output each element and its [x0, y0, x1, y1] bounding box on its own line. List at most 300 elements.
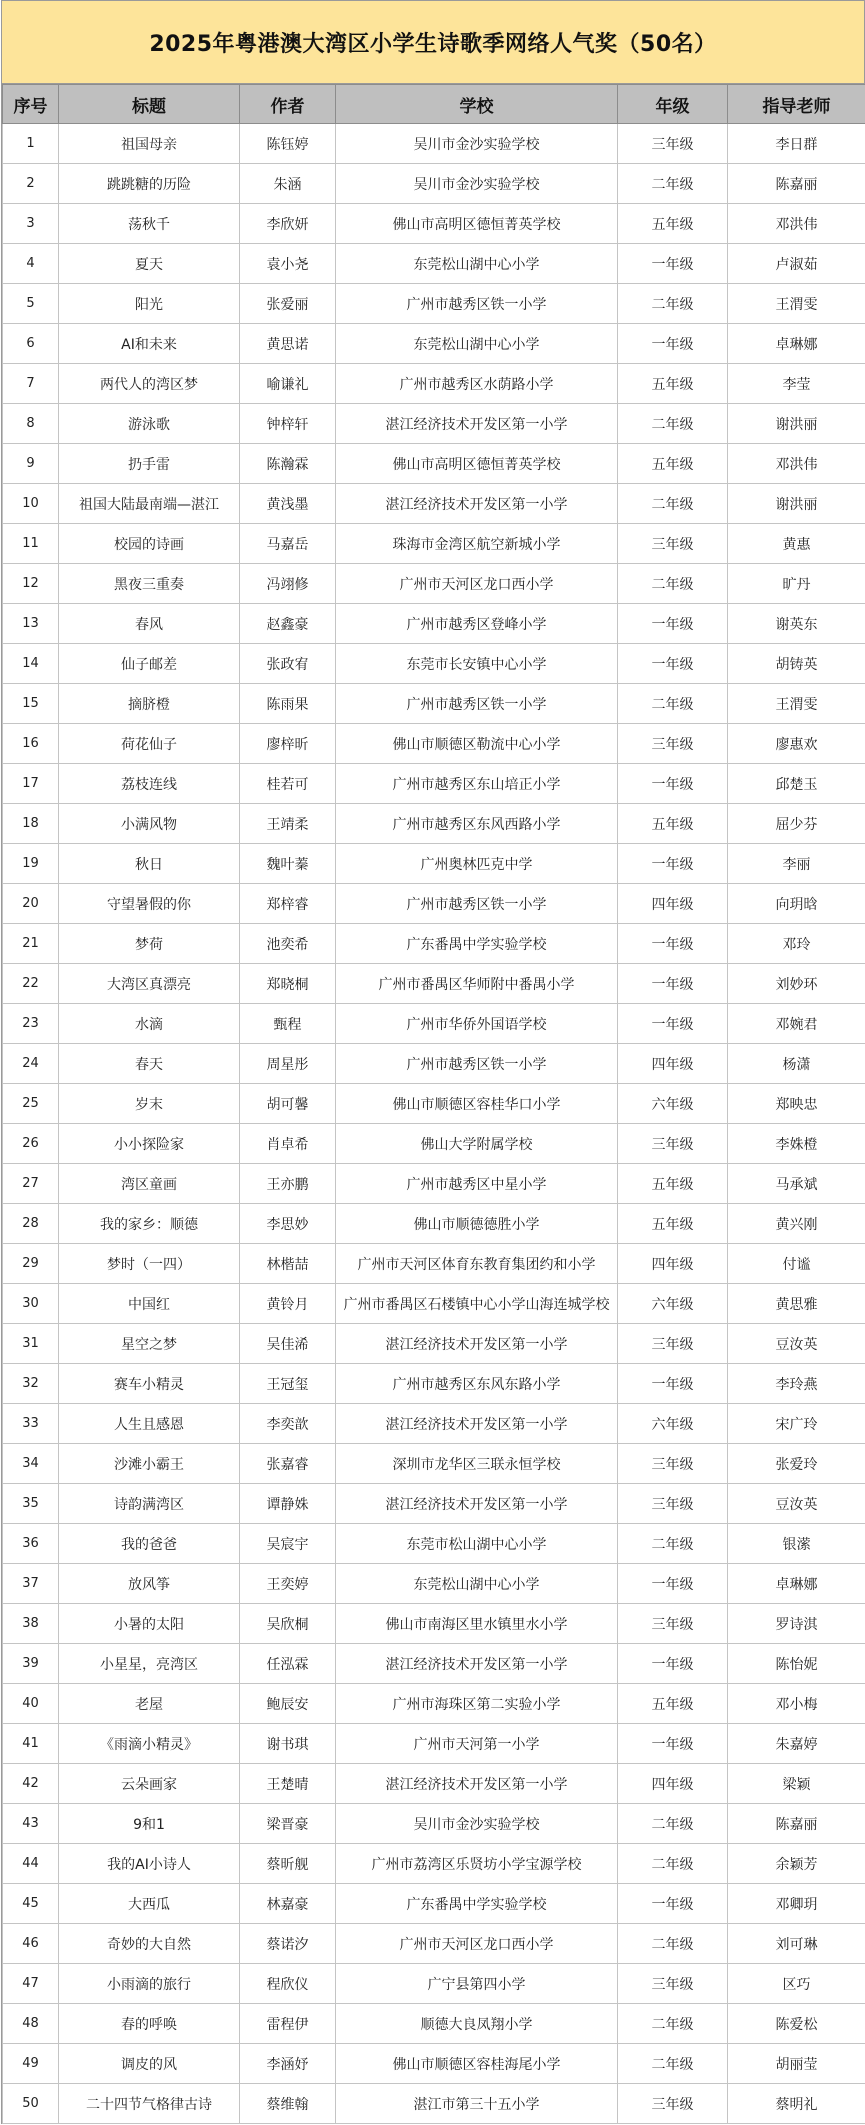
table-row — [3, 1564, 865, 1604]
cell-teacher: 谢英东 — [728, 604, 865, 644]
cell-school: 广州市越秀区东风东路小学 — [336, 1364, 618, 1404]
cell-teacher: 卓琳娜 — [728, 324, 865, 364]
cell-school: 佛山市高明区德恒菁英学校 — [336, 444, 618, 484]
cell-author: 吴宸宇 — [240, 1524, 336, 1564]
cell-grade: 一年级 — [618, 244, 728, 284]
cell-author: 胡可馨 — [240, 1084, 336, 1124]
table-row — [3, 884, 865, 924]
cell-grade: 五年级 — [618, 1684, 728, 1724]
cell-no: 40 — [3, 1684, 59, 1724]
cell-teacher: 邱楚玉 — [728, 764, 865, 804]
cell-no: 25 — [3, 1084, 59, 1124]
cell-no: 36 — [3, 1524, 59, 1564]
table-row — [3, 1164, 865, 1204]
cell-teacher: 邓小梅 — [728, 1684, 865, 1724]
cell-no: 10 — [3, 484, 59, 524]
cell-no: 50 — [3, 2084, 59, 2124]
cell-no: 47 — [3, 1964, 59, 2004]
cell-school: 湛江市第三十五小学 — [336, 2084, 618, 2124]
cell-teacher: 张爱玲 — [728, 1444, 865, 1484]
cell-teacher: 杨潇 — [728, 1044, 865, 1084]
cell-author: 王楚晴 — [240, 1764, 336, 1804]
cell-grade: 三年级 — [618, 2084, 728, 2124]
cell-no: 48 — [3, 2004, 59, 2044]
cell-school: 广州市天河第一小学 — [336, 1724, 618, 1764]
cell-teacher: 胡丽莹 — [728, 2044, 865, 2084]
cell-no: 22 — [3, 964, 59, 1004]
cell-grade: 四年级 — [618, 1044, 728, 1084]
cell-school: 广州市荔湾区乐贤坊小学宝源学校 — [336, 1844, 618, 1884]
table-row — [3, 604, 865, 644]
cell-school: 湛江经济技术开发区第一小学 — [336, 404, 618, 444]
cell-school: 珠海市金湾区航空新城小学 — [336, 524, 618, 564]
cell-no: 41 — [3, 1724, 59, 1764]
table-row — [3, 1004, 865, 1044]
cell-author: 赵鑫豪 — [240, 604, 336, 644]
cell-title: 荷花仙子 — [59, 724, 240, 764]
cell-no: 43 — [3, 1804, 59, 1844]
cell-school: 广州市海珠区第二实验小学 — [336, 1684, 618, 1724]
cell-school: 广东番禺中学实验学校 — [336, 1884, 618, 1924]
table-row — [3, 964, 865, 1004]
cell-author: 蔡诺汐 — [240, 1924, 336, 1964]
table-row — [3, 444, 865, 484]
cell-author: 黄浅墨 — [240, 484, 336, 524]
cell-grade: 三年级 — [618, 1124, 728, 1164]
cell-no: 28 — [3, 1204, 59, 1244]
cell-no: 2 — [3, 164, 59, 204]
cell-grade: 三年级 — [618, 1324, 728, 1364]
cell-title: 春的呼唤 — [59, 2004, 240, 2044]
awards-table — [2, 84, 865, 2124]
table-row — [3, 1644, 865, 1684]
cell-title: 祖国母亲 — [59, 124, 240, 164]
cell-author: 张爱丽 — [240, 284, 336, 324]
cell-no: 1 — [3, 124, 59, 164]
cell-no: 3 — [3, 204, 59, 244]
cell-teacher: 李玲燕 — [728, 1364, 865, 1404]
cell-author: 王亦鹏 — [240, 1164, 336, 1204]
table-row — [3, 1484, 865, 1524]
header-grade: 年级 — [618, 85, 728, 124]
table-body — [3, 124, 865, 2124]
cell-grade: 五年级 — [618, 1164, 728, 1204]
cell-title: 大湾区真漂亮 — [59, 964, 240, 1004]
cell-grade: 五年级 — [618, 804, 728, 844]
cell-grade: 六年级 — [618, 1284, 728, 1324]
cell-author: 李涵妤 — [240, 2044, 336, 2084]
cell-no: 34 — [3, 1444, 59, 1484]
cell-title: 黑夜三重奏 — [59, 564, 240, 604]
cell-author: 蔡昕舰 — [240, 1844, 336, 1884]
cell-title: 小星星，亮湾区 — [59, 1644, 240, 1684]
table-row — [3, 2084, 865, 2124]
cell-school: 湛江经济技术开发区第一小学 — [336, 1764, 618, 1804]
cell-school: 湛江经济技术开发区第一小学 — [336, 1644, 618, 1684]
cell-teacher: 黄思雅 — [728, 1284, 865, 1324]
cell-no: 13 — [3, 604, 59, 644]
cell-author: 桂若可 — [240, 764, 336, 804]
cell-no: 37 — [3, 1564, 59, 1604]
table-row — [3, 1364, 865, 1404]
cell-no: 39 — [3, 1644, 59, 1684]
cell-grade: 一年级 — [618, 324, 728, 364]
table-row — [3, 1324, 865, 1364]
cell-author: 陈雨果 — [240, 684, 336, 724]
table-row — [3, 204, 865, 244]
cell-school: 广宁县第四小学 — [336, 1964, 618, 2004]
cell-teacher: 王渭雯 — [728, 284, 865, 324]
cell-title: 星空之梦 — [59, 1324, 240, 1364]
cell-title: 小雨滴的旅行 — [59, 1964, 240, 2004]
cell-school: 顺德大良凤翔小学 — [336, 2004, 618, 2044]
cell-title: 摘脐橙 — [59, 684, 240, 724]
cell-no: 38 — [3, 1604, 59, 1644]
cell-teacher: 陈怡妮 — [728, 1644, 865, 1684]
cell-grade: 二年级 — [618, 164, 728, 204]
table-row — [3, 804, 865, 844]
cell-title: 夏天 — [59, 244, 240, 284]
cell-teacher: 马承斌 — [728, 1164, 865, 1204]
cell-school: 佛山市顺德区勒流中心小学 — [336, 724, 618, 764]
cell-no: 9 — [3, 444, 59, 484]
cell-teacher: 邓婉君 — [728, 1004, 865, 1044]
cell-author: 张嘉睿 — [240, 1444, 336, 1484]
table-row — [3, 1684, 865, 1724]
cell-teacher: 邓洪伟 — [728, 204, 865, 244]
cell-school: 广州市越秀区东山培正小学 — [336, 764, 618, 804]
cell-title: 扔手雷 — [59, 444, 240, 484]
cell-teacher: 谢洪丽 — [728, 404, 865, 444]
table-row — [3, 2044, 865, 2084]
cell-teacher: 刘可琳 — [728, 1924, 865, 1964]
cell-grade: 五年级 — [618, 444, 728, 484]
cell-grade: 一年级 — [618, 644, 728, 684]
cell-title: 游泳歌 — [59, 404, 240, 444]
cell-author: 朱涵 — [240, 164, 336, 204]
cell-grade: 一年级 — [618, 1364, 728, 1404]
cell-grade: 三年级 — [618, 1484, 728, 1524]
cell-author: 王冠玺 — [240, 1364, 336, 1404]
cell-author: 郑梓睿 — [240, 884, 336, 924]
cell-school: 东莞市长安镇中心小学 — [336, 644, 618, 684]
cell-grade: 一年级 — [618, 1724, 728, 1764]
cell-author: 廖梓昕 — [240, 724, 336, 764]
cell-author: 黄思诺 — [240, 324, 336, 364]
cell-author: 李欣妍 — [240, 204, 336, 244]
table-row — [3, 1844, 865, 1884]
table-row — [3, 1284, 865, 1324]
table-row — [3, 484, 865, 524]
header-row — [3, 85, 865, 124]
cell-school: 吴川市金沙实验学校 — [336, 1804, 618, 1844]
table-row — [3, 764, 865, 804]
cell-author: 甄程 — [240, 1004, 336, 1044]
table-row — [3, 1884, 865, 1924]
cell-title: 小暑的太阳 — [59, 1604, 240, 1644]
cell-teacher: 卢淑茹 — [728, 244, 865, 284]
cell-grade: 一年级 — [618, 844, 728, 884]
cell-teacher: 李日群 — [728, 124, 865, 164]
cell-grade: 六年级 — [618, 1404, 728, 1444]
cell-author: 钟梓轩 — [240, 404, 336, 444]
cell-school: 广州奥林匹克中学 — [336, 844, 618, 884]
cell-grade: 三年级 — [618, 1964, 728, 2004]
cell-teacher: 黄兴刚 — [728, 1204, 865, 1244]
cell-teacher: 廖惠欢 — [728, 724, 865, 764]
cell-grade: 二年级 — [618, 1524, 728, 1564]
cell-grade: 三年级 — [618, 1604, 728, 1644]
header-school: 学校 — [336, 85, 618, 124]
cell-teacher: 豆汝英 — [728, 1484, 865, 1524]
cell-title: 《雨滴小精灵》 — [59, 1724, 240, 1764]
cell-school: 广州市越秀区铁一小学 — [336, 884, 618, 924]
cell-teacher: 胡铸英 — [728, 644, 865, 684]
cell-school: 吴川市金沙实验学校 — [336, 124, 618, 164]
cell-school: 广州市天河区体育东教育集团约和小学 — [336, 1244, 618, 1284]
cell-title: 岁末 — [59, 1084, 240, 1124]
cell-grade: 四年级 — [618, 1244, 728, 1284]
cell-teacher: 蔡明礼 — [728, 2084, 865, 2124]
cell-teacher: 陈爱松 — [728, 2004, 865, 2044]
cell-author: 谢书琪 — [240, 1724, 336, 1764]
cell-teacher: 李丽 — [728, 844, 865, 884]
cell-author: 张政宥 — [240, 644, 336, 684]
cell-teacher: 邓玲 — [728, 924, 865, 964]
cell-author: 陈瀚霖 — [240, 444, 336, 484]
cell-no: 24 — [3, 1044, 59, 1084]
cell-grade: 五年级 — [618, 364, 728, 404]
cell-no: 35 — [3, 1484, 59, 1524]
cell-author: 陈钰婷 — [240, 124, 336, 164]
cell-title: 我的爸爸 — [59, 1524, 240, 1564]
table-row — [3, 1724, 865, 1764]
cell-teacher: 李姝橙 — [728, 1124, 865, 1164]
cell-school: 广州市越秀区水荫路小学 — [336, 364, 618, 404]
cell-teacher: 黄惠 — [728, 524, 865, 564]
cell-school: 佛山市高明区德恒菁英学校 — [336, 204, 618, 244]
table-row — [3, 724, 865, 764]
table-row — [3, 164, 865, 204]
cell-title: 放风筝 — [59, 1564, 240, 1604]
cell-no: 5 — [3, 284, 59, 324]
cell-author: 李思妙 — [240, 1204, 336, 1244]
cell-title: 我的AI小诗人 — [59, 1844, 240, 1884]
cell-no: 15 — [3, 684, 59, 724]
table-row — [3, 1804, 865, 1844]
cell-no: 27 — [3, 1164, 59, 1204]
cell-teacher: 豆汝英 — [728, 1324, 865, 1364]
table-row — [3, 1044, 865, 1084]
cell-author: 王靖柔 — [240, 804, 336, 844]
table-row — [3, 1524, 865, 1564]
cell-teacher: 王渭雯 — [728, 684, 865, 724]
header-author: 作者 — [240, 85, 336, 124]
cell-teacher: 付谧 — [728, 1244, 865, 1284]
table-row — [3, 684, 865, 724]
cell-no: 44 — [3, 1844, 59, 1884]
cell-school: 佛山市顺德德胜小学 — [336, 1204, 618, 1244]
table-row — [3, 1924, 865, 1964]
cell-school: 东莞松山湖中心小学 — [336, 1564, 618, 1604]
cell-school: 佛山市南海区里水镇里水小学 — [336, 1604, 618, 1644]
cell-no: 4 — [3, 244, 59, 284]
cell-school: 佛山市顺德区容桂华口小学 — [336, 1084, 618, 1124]
cell-no: 8 — [3, 404, 59, 444]
cell-school: 湛江经济技术开发区第一小学 — [336, 484, 618, 524]
table-row — [3, 324, 865, 364]
cell-school: 深圳市龙华区三联永恒学校 — [336, 1444, 618, 1484]
cell-no: 19 — [3, 844, 59, 884]
header-no: 序号 — [3, 85, 59, 124]
cell-school: 广州市天河区龙口西小学 — [336, 564, 618, 604]
table-row — [3, 1964, 865, 2004]
table-row — [3, 1444, 865, 1484]
cell-teacher: 邓卿玥 — [728, 1884, 865, 1924]
cell-title: 9和1 — [59, 1804, 240, 1844]
cell-school: 广州市越秀区登峰小学 — [336, 604, 618, 644]
cell-no: 21 — [3, 924, 59, 964]
cell-teacher: 陈嘉丽 — [728, 164, 865, 204]
cell-no: 33 — [3, 1404, 59, 1444]
cell-grade: 二年级 — [618, 1924, 728, 1964]
header-title: 标题 — [59, 85, 240, 124]
cell-author: 王奕婷 — [240, 1564, 336, 1604]
cell-author: 林楷喆 — [240, 1244, 336, 1284]
cell-no: 49 — [3, 2044, 59, 2084]
cell-teacher: 卓琳娜 — [728, 1564, 865, 1604]
cell-grade: 二年级 — [618, 284, 728, 324]
cell-title: 小满风物 — [59, 804, 240, 844]
cell-title: 老屋 — [59, 1684, 240, 1724]
cell-title: 大西瓜 — [59, 1884, 240, 1924]
cell-title: 湾区童画 — [59, 1164, 240, 1204]
cell-grade: 五年级 — [618, 204, 728, 244]
cell-school: 广东番禺中学实验学校 — [336, 924, 618, 964]
cell-title: 两代人的湾区梦 — [59, 364, 240, 404]
table-row — [3, 124, 865, 164]
cell-grade: 一年级 — [618, 764, 728, 804]
cell-teacher: 屈少芬 — [728, 804, 865, 844]
cell-title: 我的家乡：顺德 — [59, 1204, 240, 1244]
cell-grade: 一年级 — [618, 1564, 728, 1604]
cell-grade: 一年级 — [618, 1644, 728, 1684]
table-row — [3, 1404, 865, 1444]
cell-author: 李奕歆 — [240, 1404, 336, 1444]
cell-title: 中国红 — [59, 1284, 240, 1324]
cell-school: 广州市天河区龙口西小学 — [336, 1924, 618, 1964]
cell-school: 东莞松山湖中心小学 — [336, 244, 618, 284]
cell-grade: 一年级 — [618, 1884, 728, 1924]
cell-title: 荡秋千 — [59, 204, 240, 244]
table-row — [3, 1764, 865, 1804]
table-row — [3, 1204, 865, 1244]
cell-school: 广州市越秀区铁一小学 — [336, 684, 618, 724]
cell-teacher: 李莹 — [728, 364, 865, 404]
cell-no: 31 — [3, 1324, 59, 1364]
cell-title: 守望暑假的你 — [59, 884, 240, 924]
cell-grade: 二年级 — [618, 564, 728, 604]
cell-grade: 二年级 — [618, 2044, 728, 2084]
cell-title: 奇妙的大自然 — [59, 1924, 240, 1964]
cell-grade: 一年级 — [618, 1004, 728, 1044]
table-row — [3, 524, 865, 564]
cell-school: 东莞市松山湖中心小学 — [336, 1524, 618, 1564]
awards-sheet — [1, 0, 865, 2124]
table-row — [3, 1604, 865, 1644]
cell-grade: 二年级 — [618, 684, 728, 724]
cell-no: 18 — [3, 804, 59, 844]
cell-title: 春风 — [59, 604, 240, 644]
cell-title: 梦时（一四） — [59, 1244, 240, 1284]
cell-author: 冯翊修 — [240, 564, 336, 604]
cell-no: 23 — [3, 1004, 59, 1044]
cell-title: 云朵画家 — [59, 1764, 240, 1804]
cell-teacher: 罗诗淇 — [728, 1604, 865, 1644]
cell-teacher: 余颖芳 — [728, 1844, 865, 1884]
cell-title: 跳跳糖的历险 — [59, 164, 240, 204]
cell-teacher: 谢洪丽 — [728, 484, 865, 524]
cell-no: 29 — [3, 1244, 59, 1284]
cell-title: 调皮的风 — [59, 2044, 240, 2084]
cell-teacher: 向玥晗 — [728, 884, 865, 924]
cell-school: 湛江经济技术开发区第一小学 — [336, 1404, 618, 1444]
cell-title: 二十四节气格律古诗 — [59, 2084, 240, 2124]
cell-author: 池奕希 — [240, 924, 336, 964]
cell-author: 蔡维翰 — [240, 2084, 336, 2124]
cell-title: 阳光 — [59, 284, 240, 324]
cell-no: 12 — [3, 564, 59, 604]
cell-teacher: 宋广玲 — [728, 1404, 865, 1444]
cell-author: 雷程伊 — [240, 2004, 336, 2044]
cell-grade: 四年级 — [618, 884, 728, 924]
cell-grade: 二年级 — [618, 404, 728, 444]
cell-author: 梁晋豪 — [240, 1804, 336, 1844]
cell-school: 湛江经济技术开发区第一小学 — [336, 1324, 618, 1364]
cell-no: 20 — [3, 884, 59, 924]
cell-school: 佛山市顺德区容桂海尾小学 — [336, 2044, 618, 2084]
cell-author: 袁小尧 — [240, 244, 336, 284]
cell-grade: 二年级 — [618, 2004, 728, 2044]
cell-title: 水滴 — [59, 1004, 240, 1044]
header-teacher: 指导老师 — [728, 85, 865, 124]
cell-author: 黄铃月 — [240, 1284, 336, 1324]
cell-author: 郑晓桐 — [240, 964, 336, 1004]
sheet-title: 2025年粤港澳大湾区小学生诗歌季网络人气奖（50名） — [2, 0, 865, 84]
cell-title: 诗韵满湾区 — [59, 1484, 240, 1524]
cell-grade: 二年级 — [618, 1844, 728, 1884]
cell-author: 肖卓希 — [240, 1124, 336, 1164]
cell-title: 人生且感恩 — [59, 1404, 240, 1444]
table-row — [3, 1244, 865, 1284]
table-row — [3, 1124, 865, 1164]
table-row — [3, 364, 865, 404]
cell-school: 吴川市金沙实验学校 — [336, 164, 618, 204]
cell-grade: 二年级 — [618, 1804, 728, 1844]
cell-teacher: 朱嘉婷 — [728, 1724, 865, 1764]
cell-no: 7 — [3, 364, 59, 404]
cell-no: 6 — [3, 324, 59, 364]
cell-teacher: 刘妙环 — [728, 964, 865, 1004]
cell-no: 11 — [3, 524, 59, 564]
cell-title: 春天 — [59, 1044, 240, 1084]
cell-no: 26 — [3, 1124, 59, 1164]
cell-title: 小小探险家 — [59, 1124, 240, 1164]
cell-no: 42 — [3, 1764, 59, 1804]
cell-author: 吴佳浠 — [240, 1324, 336, 1364]
cell-author: 程欣仪 — [240, 1964, 336, 2004]
cell-author: 吴欣桐 — [240, 1604, 336, 1644]
